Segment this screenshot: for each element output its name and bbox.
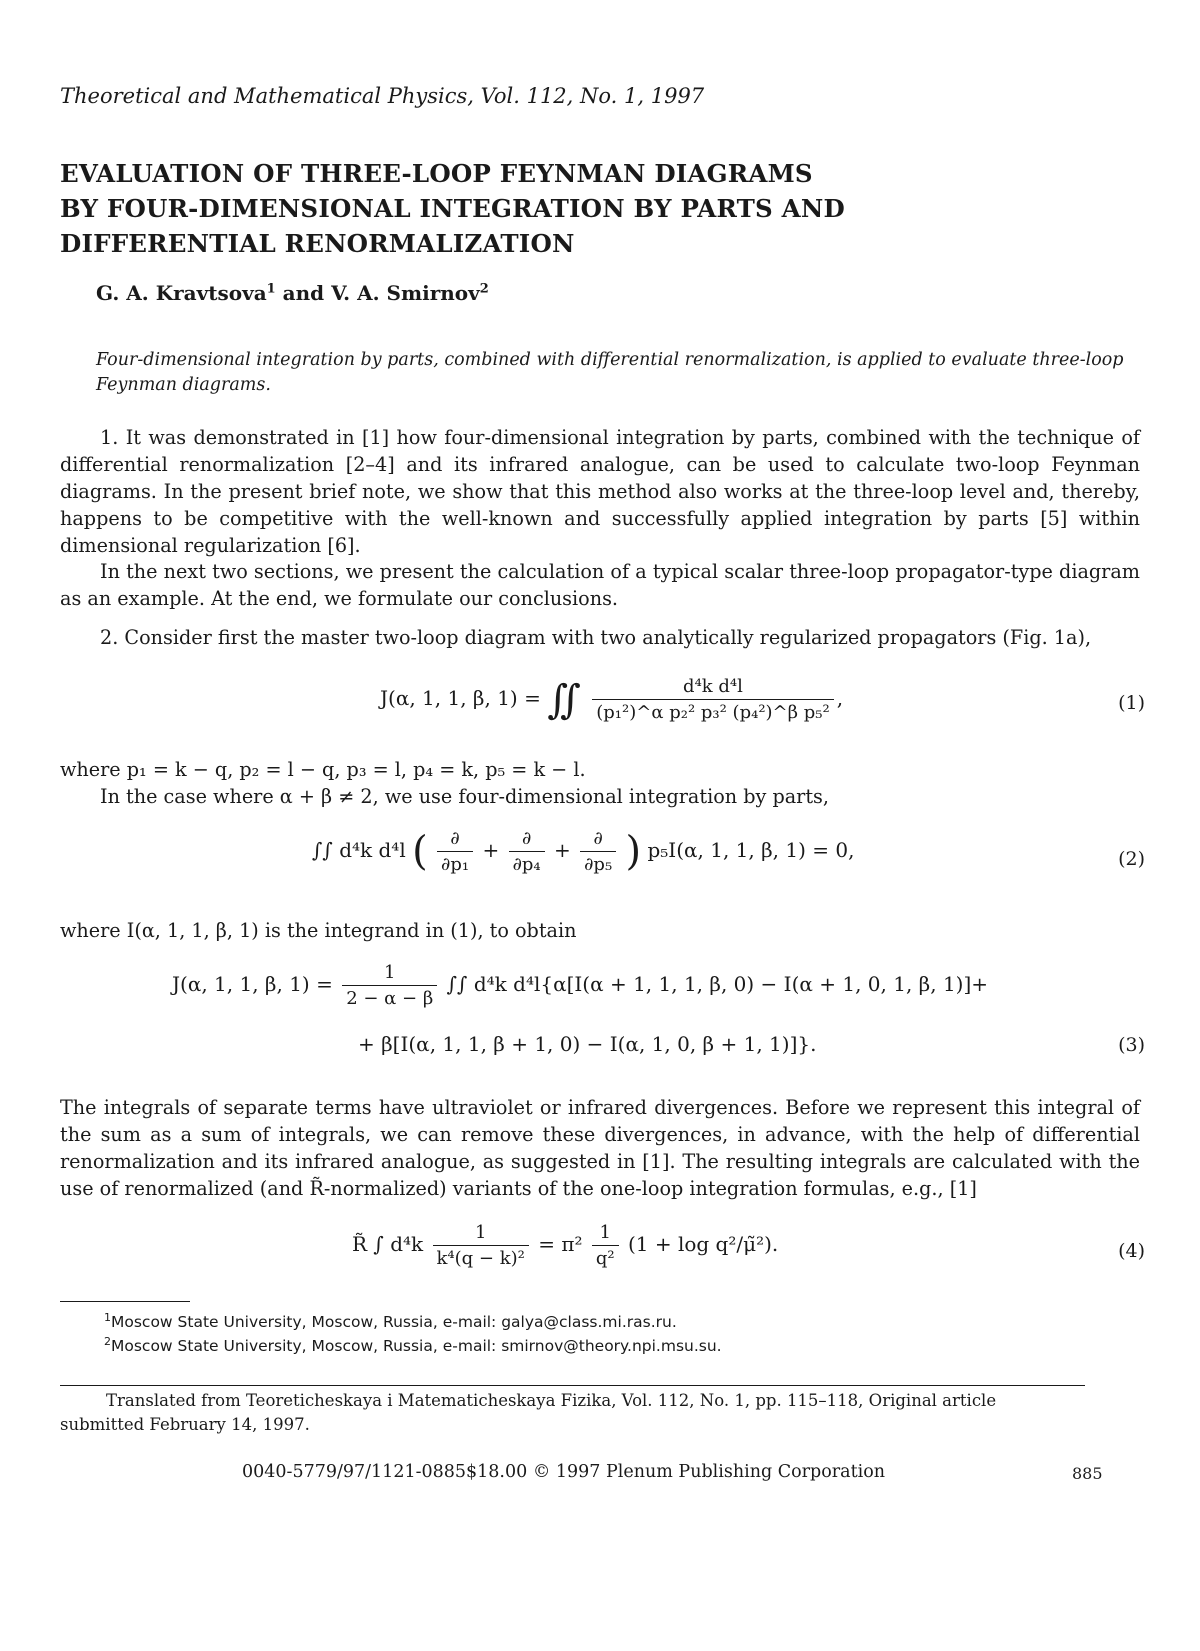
eq1-numerator: d⁴k d⁴l <box>592 676 833 700</box>
eq2-pre: ∫∫ d⁴k d⁴l <box>312 838 406 862</box>
eq2-frac-1-num: ∂ <box>437 828 473 852</box>
author-1-mark: 1 <box>266 281 276 297</box>
eq4-frac-2 <box>592 1222 619 1269</box>
eq2-frac-1-den: ∂p₁ <box>441 854 470 875</box>
footnote-2 <box>104 1335 722 1355</box>
footnote-1-text: Moscow State University, Moscow, Russia, e-mail: galya@class.mi.ras.ru. <box>111 1313 677 1332</box>
footnote-2-mark: 2 <box>104 1335 111 1348</box>
eq2-frac-3-num: ∂ <box>580 828 616 852</box>
eq1-fraction <box>592 676 833 723</box>
eq3-fraction <box>342 962 437 1009</box>
eq2-rparen: ) <box>625 828 642 875</box>
author-2-mark: 2 <box>479 281 489 297</box>
title-line-3: DIFFERENTIAL RENORMALIZATION <box>60 229 575 258</box>
eq3-line-2: + β[I(α, 1, 1, β + 1, 0) − I(α, 1, 0, β + 1, 1)]}. <box>358 1032 817 1056</box>
eq2-frac-1 <box>437 828 473 875</box>
eq4-post: (1 + log q²/μ̃²). <box>627 1232 779 1256</box>
paragraph-2: In the next two sections, we present the calculation of a typical scalar three-loop propagator-type diagram as an example. At the end, we formulate our conclusions. <box>60 560 1140 610</box>
paragraph-7: The integrals of separate terms have ultraviolet or infrared divergences. Before we represent this integral of the sum as a sum of integrals, we can remove these divergences, in advance, with the help of differential renormalization and its infrared analogue, as suggested in [1]. The resulting integrals are calculated with the use of renormalized (and R̃-normalized) variants of the one-loop integration formulas, e.g., [1] <box>60 1096 1140 1200</box>
eq2-number: (2) <box>1118 848 1145 870</box>
eq1-denominator: (p₁²)^α p₂² p₃² (p₄²)^β p₅² <box>596 702 830 723</box>
paragraph-6: where I(α, 1, 1, β, 1) is the integrand in (1), to obtain <box>60 919 577 942</box>
eq1-integral: ∫∫ <box>547 676 573 723</box>
authors <box>96 281 489 305</box>
eq3-number: (3) <box>1118 1034 1145 1056</box>
eq4-number: (4) <box>1118 1240 1145 1262</box>
journal-header: Theoretical and Mathematical Physics, Vol. 112, No. 1, 1997 <box>60 84 705 108</box>
paragraph-1: 1. It was demonstrated in [1] how four-dimensional integration by parts, combined with the technique of differential renormalization [2–4] and its infrared analogue, can be used to calculate two-loop Feynman diagrams. In the present brief note, we show that this method also works at the three-loop level and, thereby, happens to be competitive with the well-known and successfully applied integration by parts [5] within dimensional regularization [6]. <box>60 426 1140 557</box>
footnote-1-mark: 1 <box>104 1311 111 1324</box>
eq2-plus-1: + <box>482 838 500 862</box>
eq3-line-1: ∫∫ d⁴k d⁴l{α[I(α + 1, 1, 1, β, 0) − I(α + 1, 0, 1, β, 1)]+ <box>446 972 989 996</box>
eq2-lparen: ( <box>412 828 428 875</box>
eq4-frac-2-den: q² <box>595 1248 615 1269</box>
footnote-1 <box>104 1311 677 1331</box>
eq4-frac-2-num: 1 <box>592 1222 619 1246</box>
eq2-post: p₅I(α, 1, 1, β, 1) = 0, <box>647 838 855 862</box>
paragraph-4: where p₁ = k − q, p₂ = l − q, p₃ = l, p₄ = k, p₅ = k − l. <box>60 758 586 781</box>
footnote-rule <box>60 1301 190 1302</box>
authors-and: and <box>282 281 325 305</box>
page-number: 885 <box>1072 1464 1103 1483</box>
eq4-mid: = π² <box>538 1232 583 1256</box>
eq1-number: (1) <box>1118 692 1145 714</box>
author-2: V. A. Smirnov <box>331 281 480 305</box>
eq2-frac-2-den: ∂p₄ <box>512 854 541 875</box>
abstract: Four-dimensional integration by parts, combined with differential renormalization, is applied to evaluate three-loop Feynman diagrams. <box>96 350 1124 395</box>
eq2-frac-3-den: ∂p₅ <box>584 854 613 875</box>
translation-note: Translated from Teoreticheskaya i Matematicheskaya Fizika, Vol. 112, No. 1, pp. 115–118, Original article submitted February 14, 1997. <box>60 1391 997 1434</box>
eq4-frac-1-num: 1 <box>433 1222 529 1246</box>
footnote-2-text: Moscow State University, Moscow, Russia, e-mail: smirnov@theory.npi.msu.su. <box>111 1337 722 1356</box>
copyright-line: 0040-5779/97/1121-0885$18.00 © 1997 Plenum Publishing Corporation <box>242 1462 886 1482</box>
eq2-plus-2: + <box>553 838 571 862</box>
eq1-tail: , <box>836 686 844 710</box>
eq3-lhs: J(α, 1, 1, β, 1) = <box>172 972 333 996</box>
equation-1 <box>60 676 1145 738</box>
equation-4 <box>60 1222 1145 1288</box>
eq4-frac-1 <box>433 1222 529 1269</box>
eq2-frac-2 <box>509 828 545 875</box>
author-1: G. A. Kravtsova <box>96 281 267 305</box>
eq4-frac-1-den: k⁴(q − k)² <box>436 1248 525 1269</box>
equation-3 <box>60 962 1145 1080</box>
paper-title <box>60 156 1140 261</box>
paragraph-5: In the case where α + β ≠ 2, we use four-dimensional integration by parts, <box>100 785 829 808</box>
eq2-frac-3 <box>580 828 616 875</box>
eq3-frac-den: 2 − α − β <box>346 988 434 1009</box>
eq3-frac-num: 1 <box>342 962 437 986</box>
translation-rule <box>60 1385 1085 1386</box>
title-line-1: EVALUATION OF THREE-LOOP FEYNMAN DIAGRAMS <box>60 159 813 188</box>
eq1-lhs: J(α, 1, 1, β, 1) = <box>380 686 541 710</box>
paragraph-3: 2. Consider first the master two-loop diagram with two analytically regularized propagators (Fig. 1a), <box>100 626 1092 649</box>
title-line-2: BY FOUR-DIMENSIONAL INTEGRATION BY PARTS AND <box>60 194 845 223</box>
eq2-frac-2-num: ∂ <box>509 828 545 852</box>
eq4-pre: R̃ ∫ d⁴k <box>352 1232 424 1256</box>
equation-2 <box>60 828 1145 898</box>
